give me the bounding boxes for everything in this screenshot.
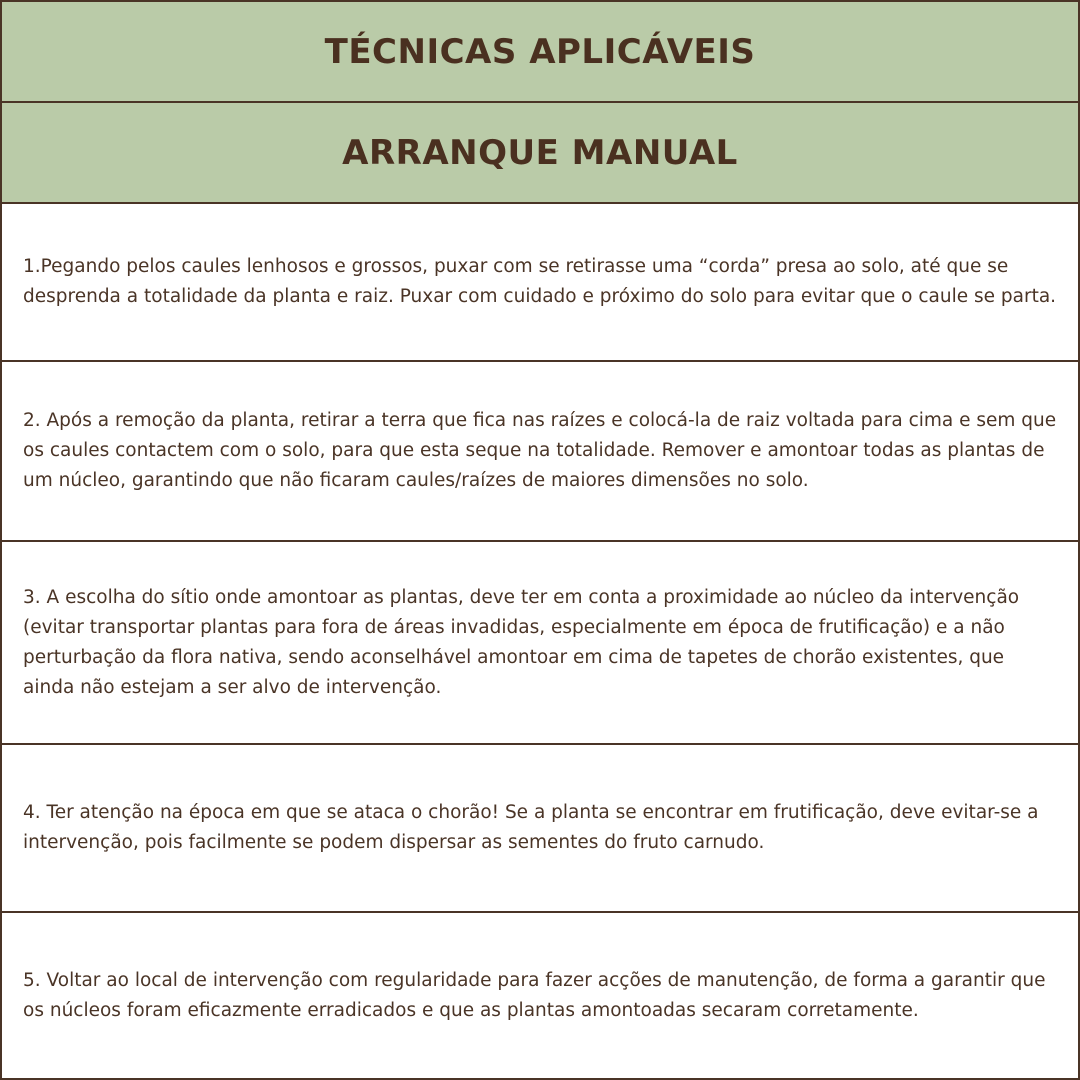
table-title: TÉCNICAS APLICÁVEIS [2,2,1078,103]
step-text-4: 4. Ter atenção na época em que se ataca o chorão! Se a planta se encontrar em frutificação, deve evitar-se a intervenção, pois facilmente se podem dispersar as sementes do fruto carnudo. [23,802,1039,853]
step-text-1: 1.Pegando pelos caules lenhosos e grossos, puxar com se retirasse uma “corda” presa ao solo, até que se desprenda a totalidade da planta e raiz. Puxar com cuidado e próximo do solo para evitar que o caule se parta. [23,256,1057,307]
step-text-2: 2. Após a remoção da planta, retirar a terra que fica nas raízes e colocá-la de raiz voltada para cima e sem que os caules contactem com o solo, para que esta seque na totalidade. Remover e amontoar todas as plantas de um núcleo, garantindo que não ficaram caules/raízes de maiores dimensões no solo. [23,410,1057,491]
table-subtitle: ARRANQUE MANUAL [2,103,1078,204]
step-row-4 [2,745,1078,913]
step-row-5 [2,913,1078,1078]
step-text-3: 3. A escolha do sítio onde amontoar as plantas, deve ter em conta a proximidade ao núcleo da intervenção (evitar transportar plantas para fora de áreas invadidas, especialmente em época de frutificação) e a não perturbação da flora nativa, sendo aconselhável amontoar em cima de tapetes de chorão existentes, que ainda não estejam a ser alvo de intervenção. [23,586,1020,698]
step-row-1 [2,204,1078,362]
step-row-3 [2,542,1078,745]
step-text-5: 5. Voltar ao local de intervenção com regularidade para fazer acções de manutenção, de forma a garantir que os núcleos foram eficazmente erradicados e que as plantas amontoadas secaram corretamente. [23,969,1046,1021]
step-row-2 [2,362,1078,542]
